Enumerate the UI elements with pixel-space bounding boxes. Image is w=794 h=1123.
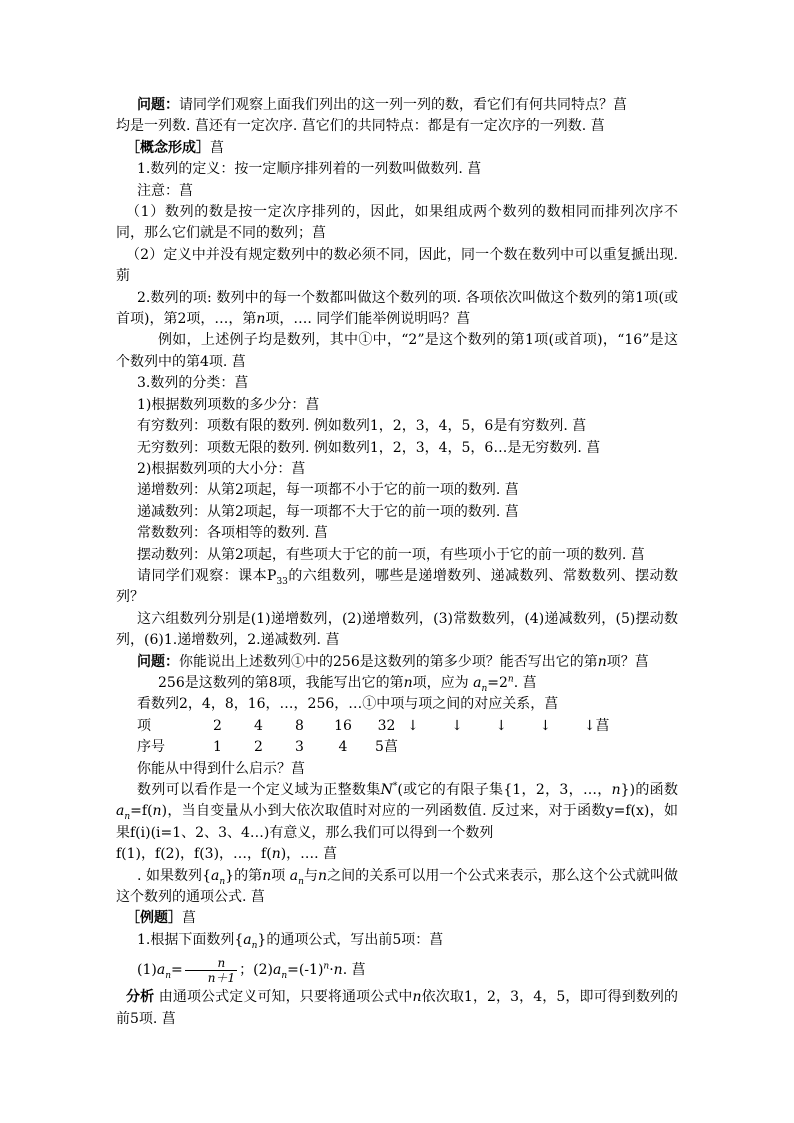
index-value: 3 (295, 739, 304, 756)
term-value: 16 (334, 717, 352, 734)
question-2-tail: 项？菖 (606, 653, 649, 670)
index-value: 4 (338, 739, 348, 756)
f2-eq: =(-1) (287, 962, 324, 979)
fraction-denominator: n＋1 (185, 970, 237, 985)
ex1-text-2: }的通项公式，写出前5项：菖 (257, 931, 444, 948)
oscillating-sequence: 摆动数列：从第2项起，有些项大于它的前一项，有些项小于它的前一项的数列. 菖 (137, 546, 645, 563)
f2-label: ；(2) (239, 962, 273, 979)
general-n-2: n (318, 867, 328, 884)
mapping-arrows: ↓ ↓ ↓ ↓ ↓菖 (407, 717, 610, 734)
question-1 (116, 95, 678, 116)
term-value: 32 (377, 717, 396, 734)
observe-text-2: 的六组数列，哪些是递增数列、递减数列、常数数列、摆动数列？ (116, 567, 678, 606)
general-a-2-sub: n (298, 876, 304, 887)
question-2-answer (116, 673, 678, 694)
func-N-star: * (392, 781, 398, 792)
look-correspondence: 看数列2，4，8，16，…，256，…①中项与项之间的对应关系，菖 (137, 696, 559, 713)
question-text: 请同学们观察上面我们列出的这一列一列的数，看它们有何共同特点？菖 (179, 97, 627, 113)
example-1 (116, 930, 678, 951)
general-text-5: 之间的关系可以用一个公式来表示，那么这个公式就叫做这个数列的通项公式. 菖 (116, 867, 679, 906)
term-label: 项 (137, 717, 151, 734)
def2-text: 2.数列的项: 数列中的每一个数都叫做这个数列的项. 各项依次叫做这个数列的第1项(或首项)，第2项，…，第 (116, 289, 678, 328)
f2-n: n (333, 962, 343, 979)
func-f: =f( (130, 803, 153, 820)
general-term-definition (116, 866, 678, 909)
term-value: 2 (213, 717, 222, 734)
f2-a: a (272, 962, 282, 979)
note-label: 注意：菖 (137, 182, 193, 199)
question-2-n: n (597, 653, 607, 670)
f1-label: (1) (137, 962, 157, 979)
answer-n: n (403, 674, 413, 691)
analysis-text: 由通项公式定义可知，只要将通项公式中 (158, 989, 413, 1006)
func-seq-n: n (271, 846, 281, 863)
analysis (116, 987, 678, 1030)
function-sequence (116, 844, 678, 865)
lesson-content (116, 95, 678, 1030)
term-value: 8 (295, 717, 304, 734)
observe-text: 请同学们观察：课本P (137, 567, 277, 584)
answer-a: a (473, 674, 482, 691)
decreasing-sequence: 递减数列：从第2项起，每一项都不大于它的前一项的数列. 菖 (137, 503, 519, 520)
classification-by-size: 2)根据数列项的大小分：菖 (137, 460, 306, 477)
general-text-4: 与 (303, 867, 319, 884)
finite-sequence: 有穷数列：项数有限的数列. 例如数列1，2，3，4，5，6是有穷数列. 菖 (137, 418, 587, 435)
func-text-4: )，当自变量从小到大依次取值时对应的一列函数值. 反过来，对于函数y=f(x)，如果f(i)(i=1、2、3、4…)有意义，那么我们可以得到一个数列 (116, 803, 678, 841)
general-a-2: a (289, 867, 299, 884)
example-1-formulas (116, 953, 678, 987)
general-n: n (262, 867, 272, 884)
answer-text-2: 项，应为 (412, 674, 469, 691)
mapping-term-row (116, 716, 678, 737)
general-text-3: 项 (271, 867, 286, 884)
def2-n: n (256, 311, 266, 328)
func-N: N (380, 782, 393, 798)
index-value: 5菖 (375, 739, 398, 756)
index-value: 1 (213, 739, 222, 756)
question-2 (116, 652, 678, 673)
example-heading-text: ［例题］ (126, 910, 182, 927)
definition-term (116, 288, 678, 331)
f1-eq: = (171, 962, 183, 979)
func-text-2: (或它的有限子集{1，2，3，…， (397, 782, 612, 798)
func-text-3: })的函数 (620, 782, 679, 798)
general-a-sub: n (219, 876, 226, 887)
index-value: 2 (254, 739, 263, 756)
classification-heading: 3.数列的分类：菖 (137, 375, 249, 392)
answer-tail: . 菖 (513, 674, 537, 691)
observe-textbook (116, 566, 678, 609)
func-seq-tail: )，…. 菖 (280, 846, 338, 863)
term-value: 4 (254, 717, 263, 734)
infinite-sequence: 无穷数列：项数无限的数列. 例如数列1，2，3，4，5，6…是无穷数列. 菖 (137, 439, 601, 456)
analysis-label: 分析 (126, 989, 155, 1006)
note-2: （2）定义中并没有规定数列中的数必须不同，因此，同一个数在数列中可以重复搋出现. 莂 (116, 246, 678, 285)
increasing-sequence: 递增数列：从第2项起，每一项都不小于它的前一项的数列. 菖 (137, 482, 519, 499)
general-a: a (211, 867, 220, 884)
f2-dot: · (329, 962, 334, 979)
concept-heading-text: ［概念形成］ (126, 139, 210, 156)
question-2-text: 你能说出上述数列①中的256是这数列的第多少项？能否写出它的第 (179, 653, 598, 670)
revelation-question: 你能从中得到什么启示？菖 (137, 760, 305, 777)
func-n: n (611, 782, 621, 798)
constant-sequence: 常数数列：各项相等的数列. 菖 (137, 525, 328, 542)
func-seq-text: f(1)，f(2)，f(3)，…，f( (116, 846, 272, 863)
note-1: （1）数列的数是按一定次序排列的，因此，如果组成两个数列的数相同而排列次序不同，那么它们就是不同的数列；菖 (116, 204, 678, 242)
question-1-answer: 均是一列数. 菖还有一定次序. 菖它们的共同特点：都是有一定次序的一列数. 菖 (116, 118, 605, 135)
function-view (116, 780, 678, 844)
answer-eq: =2 (487, 674, 508, 691)
ex1-a-sub: n (251, 940, 258, 951)
analysis-text-2: 依次取1，2，3，4，5，即可得到数列的前5项. 菖 (116, 989, 679, 1027)
classification-by-count: 1)根据数列项数的多少分：菖 (137, 396, 320, 413)
example-heading-tail: 菖 (182, 910, 196, 927)
fraction-numerator: n (217, 955, 226, 970)
answer-a-sub: n (481, 683, 488, 694)
analysis-n: n (412, 989, 422, 1006)
concept-heading-tail: 菖 (210, 139, 224, 156)
index-label: 序号 (137, 739, 165, 756)
ex1-text: 1.根据下面数列{ (137, 931, 244, 948)
f1-a-sub: n (165, 971, 171, 982)
func-a: a (116, 803, 125, 820)
fraction (185, 956, 237, 985)
f2-exp: n (323, 961, 330, 972)
func-f-n: n (152, 803, 162, 820)
general-text-2: }的第 (225, 867, 263, 884)
def2-tail: 项，…. 同学们能举例说明吗？菖 (265, 311, 471, 328)
func-a-sub: n (124, 812, 131, 823)
question-2-label: 问题： (137, 653, 179, 670)
concept-heading (116, 138, 678, 159)
answer-text: 256是这数列的第8项，我能写出它的第 (158, 674, 404, 691)
answer-exp: n (507, 674, 514, 685)
ex1-a: a (243, 931, 252, 948)
example-heading (116, 908, 678, 929)
six-groups-answer: 这六组数列分别是(1)递增数列，(2)递增数列，(3)常数数列，(4)递减数列，(5)摆动数列，(6)1.递增数列，2.递减数列. 菖 (116, 610, 678, 649)
f1-a: a (156, 962, 166, 979)
func-text: 数列可以看作是一个定义域为正整数集 (137, 782, 381, 798)
example-reference: 例如，上述例子均是数列，其中①中，“2”是这个数列的第1项(或首项)，“16”是这个数列中的第4项. 菖 (116, 332, 678, 370)
f2-end: . 菖 (342, 962, 366, 979)
mapping-index-row (116, 737, 678, 758)
page-subscript: 33 (276, 576, 288, 587)
definition-sequence: 1.数列的定义：按一定顺序排列着的一列数叫做数列. 菖 (137, 161, 482, 178)
general-text: . 如果数列{ (137, 867, 211, 884)
question-label: 问题： (137, 97, 179, 113)
f2-a-sub: n (281, 971, 288, 982)
